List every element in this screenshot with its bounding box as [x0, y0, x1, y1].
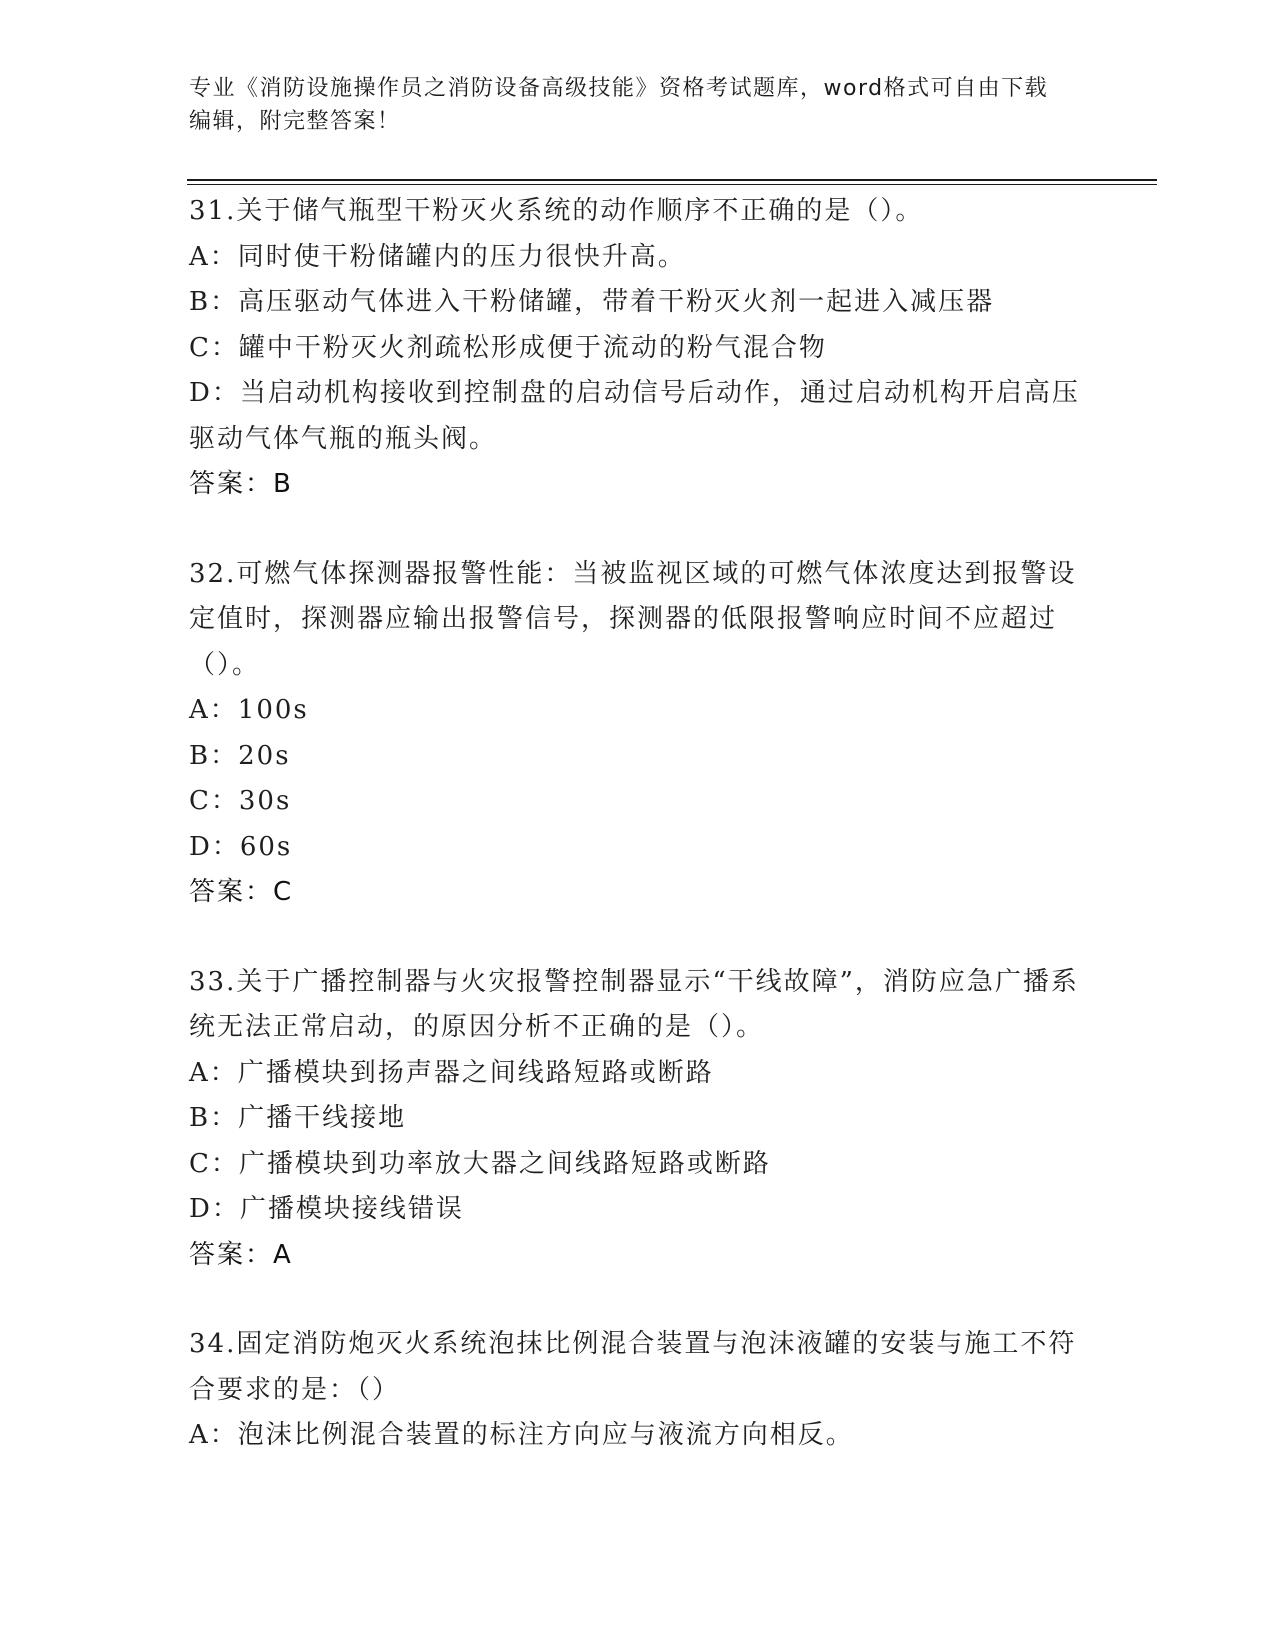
question-stem: 34.固定消防炮灭火系统泡抹比例混合装置与泡沫液罐的安装与施工不符合要求的是：（） [189, 1329, 1077, 1405]
option-c: C：30s [189, 786, 292, 816]
option-c: C：罐中干粉灭火剂疏松形成便于流动的粉气混合物 [189, 332, 827, 363]
option-a: A：100s [189, 695, 309, 725]
option-a: A：广播模块到扬声器之间线路短路或断路 [189, 1057, 714, 1088]
option-b: B：20s [189, 740, 291, 771]
header-divider-thick [187, 179, 1157, 181]
option-c: C：广播模块到功率放大器之间线路短路或断路 [189, 1148, 771, 1179]
document-header: 专业《消防设施操作员之消防设备高级技能》资格考试题库，word格式可自由下载编辑，附完整答案！ [189, 76, 1049, 134]
question-stem: 31.关于储气瓶型干粉灭火系统的动作顺序不正确的是（）。 [189, 196, 924, 226]
option-b: B：广播干线接地 [189, 1103, 407, 1133]
question-34 [189, 1322, 1089, 1459]
answer: 答案：C [189, 877, 294, 907]
question-33 [189, 960, 1089, 1279]
question-stem: 33.关于广播控制器与火灾报警控制器显示“干线故障”，消防应急广播系统无法正常启动，的原因分析不正确的是（）。 [189, 966, 1079, 1042]
option-d: D：当启动机构接收到控制盘的启动信号后动作，通过启动机构开启高压驱动气体气瓶的瓶头阀。 [189, 378, 1080, 454]
option-d: D：60s [189, 831, 293, 862]
option-a: A：同时使干粉储罐内的压力很快升高。 [189, 241, 686, 272]
option-b: B：高压驱动气体进入干粉储罐，带着干粉灭火剂一起进入减压器 [189, 287, 995, 317]
question-list [189, 189, 1089, 1503]
question-stem: 32.可燃气体探测器报警性能：当被监视区域的可燃气体浓度达到报警设定值时，探测器应输出报警信号，探测器的低限报警响应时间不应超过（）。 [189, 558, 1077, 680]
question-31 [189, 189, 1089, 508]
answer: 答案：B [189, 469, 293, 499]
answer: 答案：A [189, 1239, 293, 1270]
header-divider-thin [187, 184, 1157, 185]
option-a: A：泡沫比例混合装置的标注方向应与液流方向相反。 [189, 1420, 854, 1450]
question-32 [189, 552, 1089, 916]
option-d: D：广播模块接线错误 [189, 1194, 464, 1224]
